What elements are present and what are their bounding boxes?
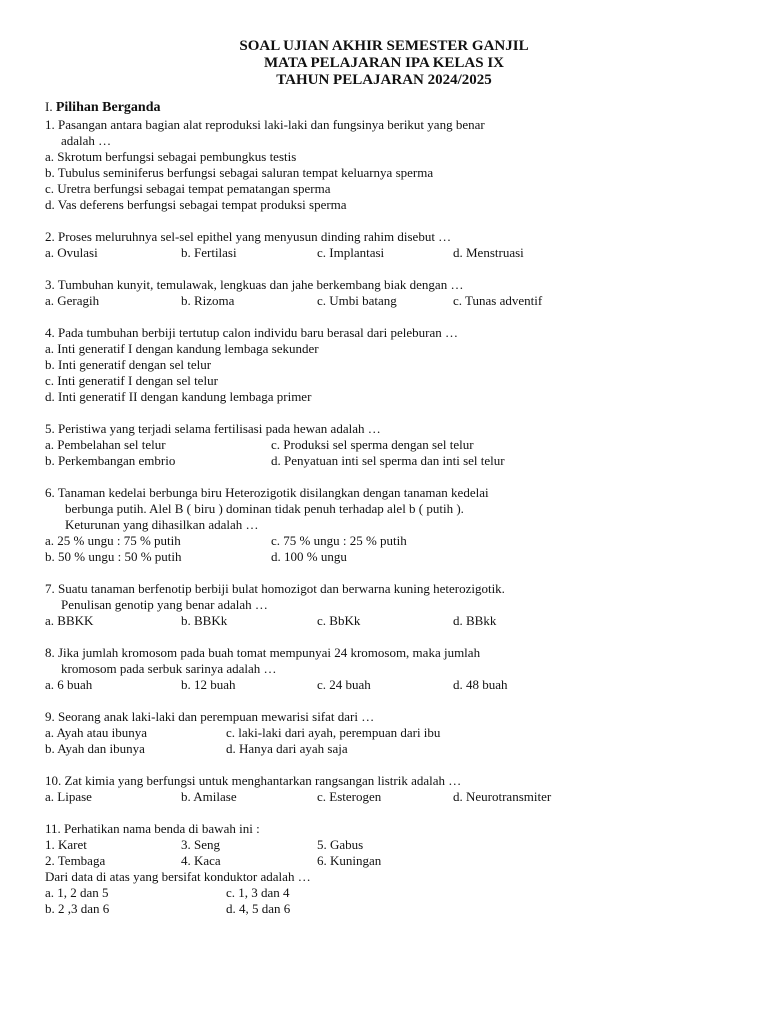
section-number: I.	[45, 99, 53, 114]
answer-option: c. Umbi batang	[317, 293, 397, 308]
answer-option: d. Vas deferens berfungsi sebagai tempat produksi sperma	[45, 197, 347, 212]
question-stem: 1. Pasangan antara bagian alat reproduksi laki-laki dan fungsinya berikut yang benar	[45, 117, 485, 132]
options-row	[45, 885, 745, 901]
question-6	[45, 485, 745, 565]
answer-option: d. 4, 5 dan 6	[226, 901, 291, 916]
answer-option: c. Tunas adventif	[453, 293, 543, 308]
question-1	[45, 117, 745, 213]
answer-option: d. 100 % ungu	[271, 549, 347, 564]
item-row	[45, 853, 745, 869]
answer-option: b. Fertilasi	[181, 245, 237, 260]
list-item: 5. Gabus	[317, 837, 364, 852]
answer-option: d. Menstruasi	[453, 245, 524, 260]
question-stem: 2. Proses meluruhnya sel-sel epithel yang menyusun dinding rahim disebut …	[45, 229, 452, 244]
answer-option: b. Amilase	[181, 789, 237, 804]
answer-option: d. Inti generatif II dengan kandung lembaga primer	[45, 389, 312, 404]
answer-option: a. Geragih	[45, 293, 100, 308]
question-stem: 5. Peristiwa yang terjadi selama fertilisasi pada hewan adalah …	[45, 421, 381, 436]
answer-option: b. Inti generatif dengan sel telur	[45, 357, 212, 372]
question-stem-cont: berbunga putih. Alel B ( biru ) dominan tidak penuh terhadap alel b ( putih ).	[65, 501, 464, 516]
options-row	[45, 437, 745, 453]
answer-option: a. 6 buah	[45, 677, 93, 692]
list-item: 3. Seng	[181, 837, 220, 852]
list-item: 1. Karet	[45, 837, 87, 852]
question-5	[45, 421, 745, 469]
answer-option: c. Esterogen	[317, 789, 382, 804]
answer-option: b. Perkembangan embrio	[45, 453, 176, 468]
answer-option: b. 12 buah	[181, 677, 236, 692]
question-stem-cont: kromosom pada serbuk sarinya adalah …	[61, 661, 277, 676]
exam-header	[0, 38, 768, 89]
question-stem: 9. Seorang anak laki-laki dan perempuan mewarisi sifat dari …	[45, 709, 375, 724]
question-stem: 3. Tumbuhan kunyit, temulawak, lengkuas dan jahe berkembang biak dengan …	[45, 277, 464, 292]
answer-option: c. laki-laki dari ayah, perempuan dari ibu	[226, 725, 441, 740]
question-stem: 4. Pada tumbuhan berbiji tertutup calon individu baru berasal dari peleburan …	[45, 325, 458, 340]
question-9	[45, 709, 745, 757]
question-stem: 8. Jika jumlah kromosom pada buah tomat mempunyai 24 kromosom, maka jumlah	[45, 645, 481, 660]
options-row	[45, 677, 745, 693]
options-row	[45, 245, 745, 261]
answer-option: b. BBKk	[181, 613, 228, 628]
question-8	[45, 645, 745, 693]
section-heading	[45, 98, 745, 117]
answer-option: a. Ayah atau ibunya	[45, 725, 148, 740]
question-stem: 10. Zat kimia yang berfungsi untuk menghantarkan rangsangan listrik adalah …	[45, 773, 462, 788]
answer-option: c. Implantasi	[317, 245, 385, 260]
answer-option: c. Produksi sel sperma dengan sel telur	[271, 437, 474, 452]
answer-option: c. 1, 3 dan 4	[226, 885, 290, 900]
options-row	[45, 549, 745, 565]
question-stem: 6. Tanaman kedelai berbunga biru Heterozigotik disilangkan dengan tanaman kedelai	[45, 485, 489, 500]
options-row	[45, 453, 745, 469]
options-row	[45, 901, 745, 917]
question-stem-cont: Keturunan yang dihasilkan adalah …	[65, 517, 259, 532]
answer-option: a. Lipase	[45, 789, 92, 804]
answer-option: c. BbKk	[317, 613, 361, 628]
question-stem: 11. Perhatikan nama benda di bawah ini :	[45, 821, 260, 836]
answer-option: c. 24 buah	[317, 677, 371, 692]
question-stem-cont: adalah …	[61, 133, 112, 148]
answer-option: a. Inti generatif I dengan kandung lembaga sekunder	[45, 341, 319, 356]
academic-year: TAHUN PELAJARAN 2024/2025	[276, 72, 492, 88]
question-11	[45, 821, 745, 917]
list-item: 2. Tembaga	[45, 853, 106, 868]
answer-option: d. Hanya dari ayah saja	[226, 741, 348, 756]
question-stem-cont: Penulisan genotip yang benar adalah …	[61, 597, 268, 612]
list-item: 4. Kaca	[181, 853, 221, 868]
answer-option: b. Ayah dan ibunya	[45, 741, 145, 756]
options-row	[45, 293, 745, 309]
question-2	[45, 229, 745, 261]
exam-content	[45, 98, 745, 917]
answer-option: c. 75 % ungu : 25 % putih	[271, 533, 407, 548]
options-row	[45, 789, 745, 805]
answer-option: c. Inti generatif I dengan sel telur	[45, 373, 218, 388]
answer-option: a. Skrotum berfungsi sebagai pembungkus testis	[45, 149, 297, 164]
exam-title: SOAL UJIAN AKHIR SEMESTER GANJIL	[239, 38, 529, 54]
options-row	[45, 533, 745, 549]
answer-option: d. Neurotransmiter	[453, 789, 552, 804]
answer-option: b. 50 % ungu : 50 % putih	[45, 549, 182, 564]
section-title: Pilihan Berganda	[55, 100, 161, 115]
options-row	[45, 725, 745, 741]
answer-option: d. 48 buah	[453, 677, 508, 692]
answer-option: a. 1, 2 dan 5	[45, 885, 109, 900]
answer-option: b. Tubulus seminiferus berfungsi sebagai saluran tempat keluarnya sperma	[45, 165, 434, 180]
answer-option: b. 2 ,3 dan 6	[45, 901, 110, 916]
question-3	[45, 277, 745, 309]
answer-option: a. Pembelahan sel telur	[45, 437, 166, 452]
subject-title: MATA PELAJARAN IPA KELAS IX	[263, 55, 505, 71]
answer-option: b. Rizoma	[181, 293, 235, 308]
answer-option: a. BBKK	[45, 613, 94, 628]
options-row	[45, 613, 745, 629]
question-4	[45, 325, 745, 405]
question-7	[45, 581, 745, 629]
question-prompt: Dari data di atas yang bersifat konduktor adalah …	[45, 869, 311, 884]
answer-option: c. Uretra berfungsi sebagai tempat pematangan sperma	[45, 181, 331, 196]
answer-option: d. BBkk	[453, 613, 497, 628]
answer-option: d. Penyatuan inti sel sperma dan inti sel telur	[271, 453, 505, 468]
answer-option: a. Ovulasi	[45, 245, 98, 260]
list-item: 6. Kuningan	[317, 853, 382, 868]
answer-option: a. 25 % ungu : 75 % putih	[45, 533, 181, 548]
question-10	[45, 773, 745, 805]
item-row	[45, 837, 745, 853]
question-stem: 7. Suatu tanaman berfenotip berbiji bulat homozigot dan berwarna kuning heterozigotik.	[45, 581, 505, 596]
options-row	[45, 741, 745, 757]
